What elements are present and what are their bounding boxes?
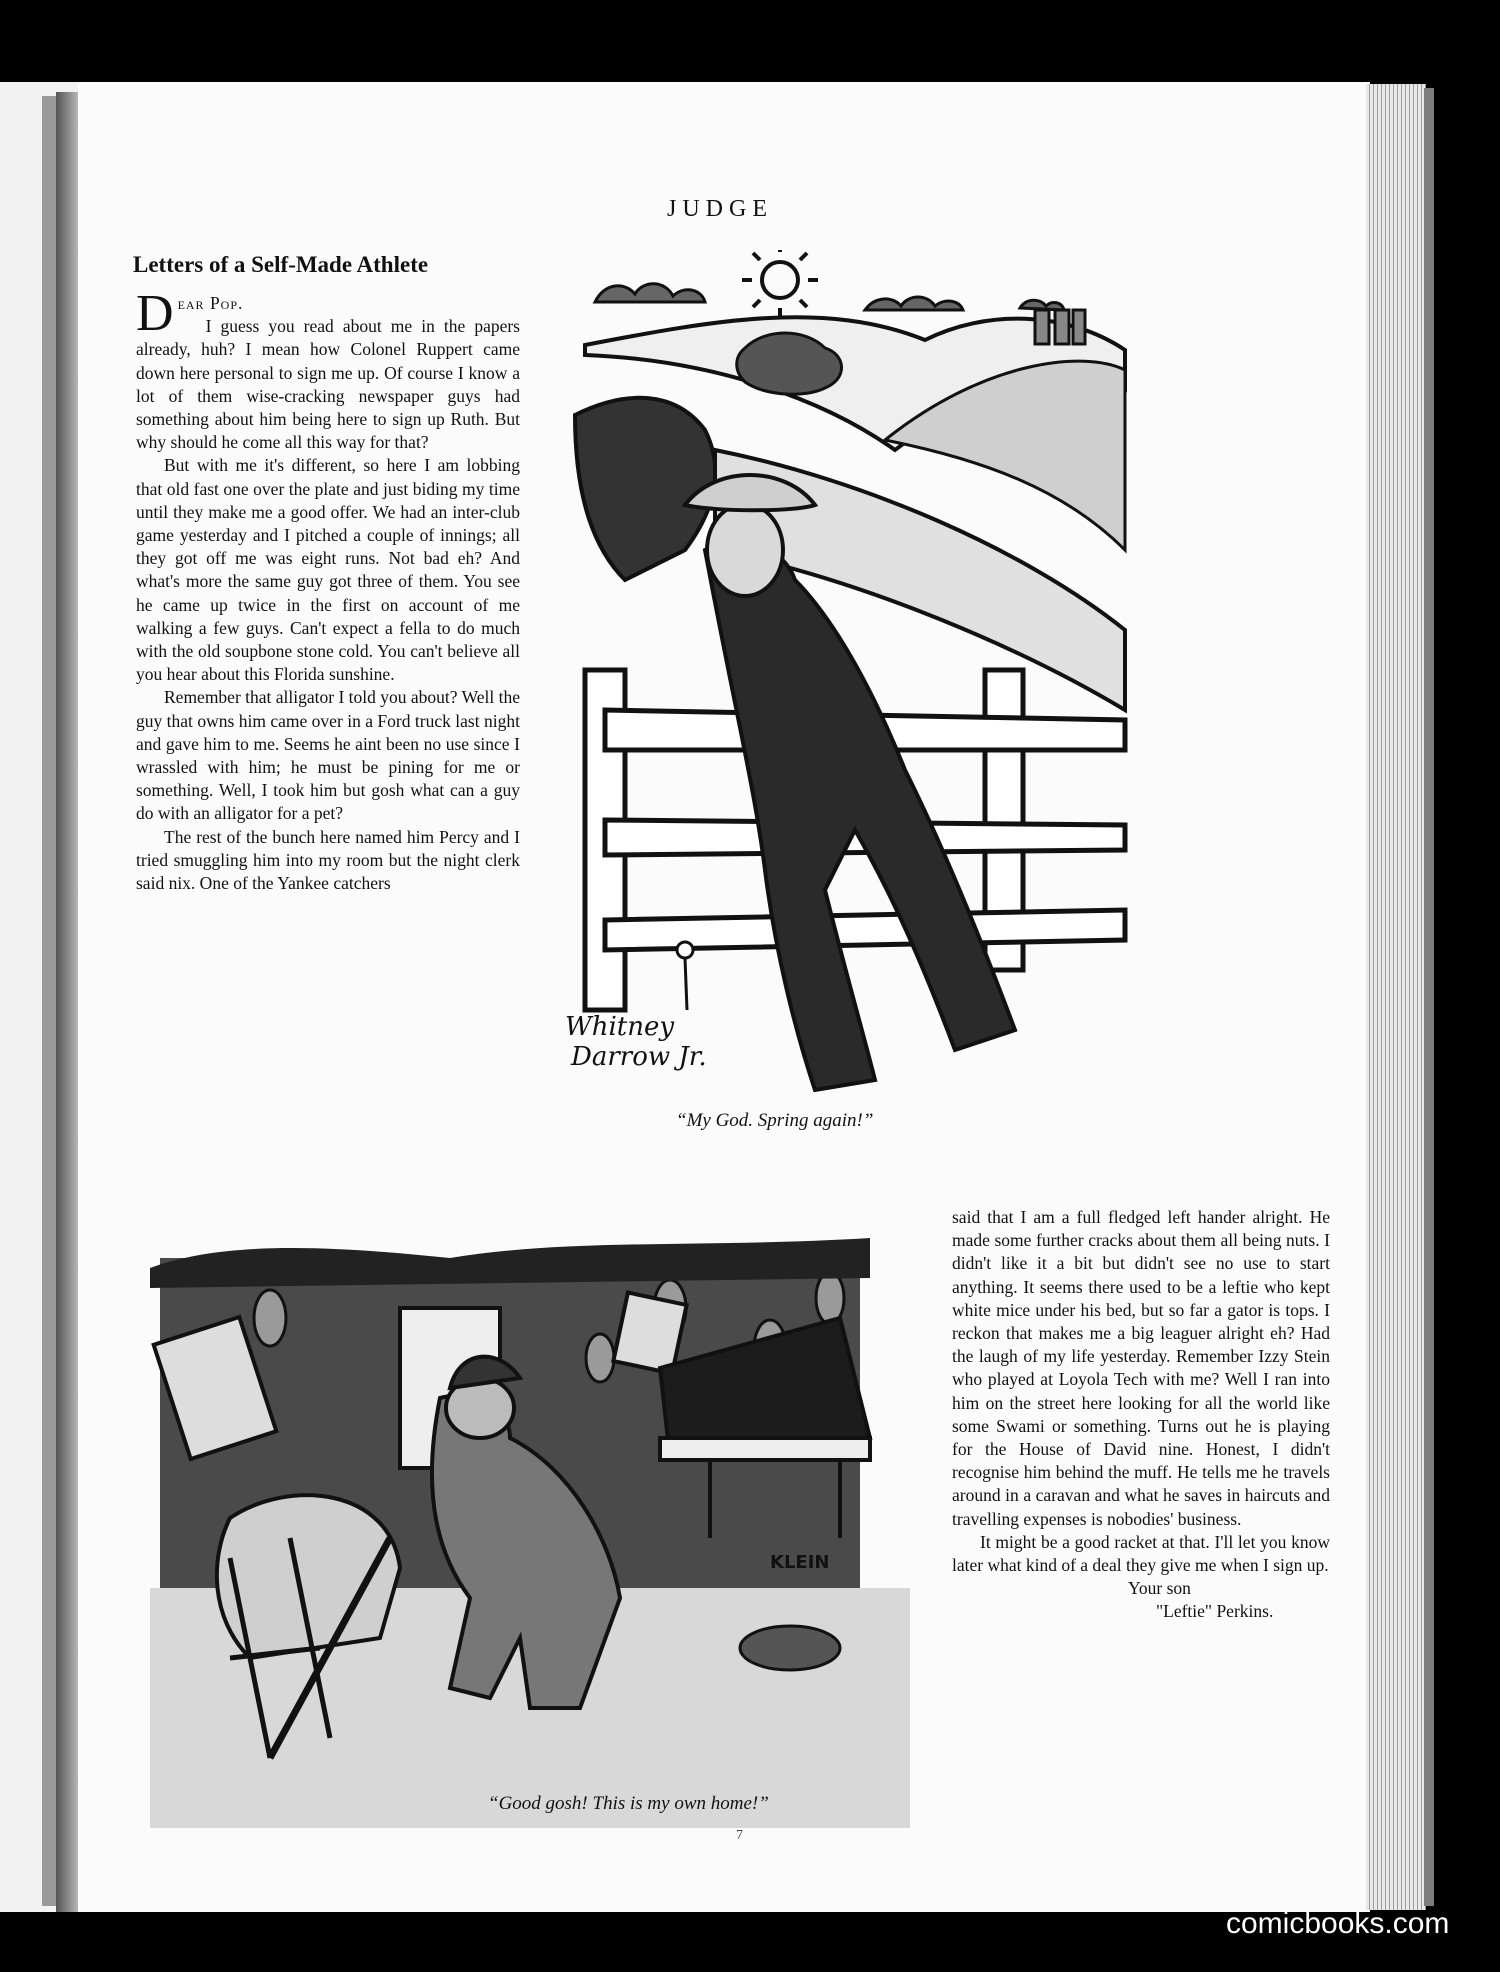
artist-signature: KLEIN [770,1552,830,1573]
drop-cap: D [136,285,174,342]
page-stack-edge-dark [1424,88,1434,1906]
site-watermark: comicbooks.com [1226,1907,1450,1940]
artist-signature: Darrow Jr. [571,1042,707,1072]
article-column-1 [136,285,520,895]
paragraph: Remember that alligator I told you about? Well the guy that owns him came over in a Ford truck last night and gave him to me. Seems he aint been no use since I wrassled with him; he must be pining for me or something. Well, I took him but gosh what can a guy do with an alligator for a pet? [136,687,520,824]
artist-signature: Whitney [565,1012,675,1042]
facing-page-edge [42,96,56,1906]
paragraph: The rest of the bunch here named him Percy and I tried smuggling him into my room but the night clerk said nix. One of the Yankee catchers [136,826,520,894]
farm-silo-icon [1035,310,1085,344]
salutation-text: ear Pop. [177,293,244,313]
cartoon-farmer-fence [565,250,1285,1130]
cartoon-caption-1: “My God. Spring again!” [676,1110,874,1131]
sun-icon [742,250,818,318]
article-column-2 [952,1206,1330,1624]
flower-icon [677,942,693,1010]
letter-closing: Your son [1128,1578,1191,1599]
page-stack-edge [1366,84,1426,1910]
salutation [136,285,520,342]
paragraph: I guess you read about me in the papers already, huh? I mean how Colonel Ruppert came down here personal to sign me up. Of course I know a lot of them wise-cracking newspaper guys had something about him being here to sign up Ruth. But why should he come all this way for that? [136,316,520,453]
horse-silhouette [575,398,715,580]
debris [740,1626,840,1670]
page-number: 7 [736,1828,743,1843]
paragraph: But with me it's different, so here I am lobbing that old fast one over the plate and just biding my time until they make me a good offer. We had an inter-club game yesterday and I pitched a couple of innings; all they got off me was eight runs. Not bad eh? And what's more the same guy got three of them. You see he came up twice in the first on account of me walking a few guys. Can't expect a fella to do much with the old soupbone stone cold. You can't believe all you hear about this Florida sunshine. [136,455,520,685]
paragraph: said that I am a full fledged left hander alright. He made some further cracks about them all being nuts. I didn't like it a bit but didn't see no use to start anything. It seems there used to be a leftie who kept white mice under his bed, but so far a gator is tops. I reckon that makes me a big leaguer alright eh? Had the laugh of my life yesterday. Remember Izzy Stein who played at Loyola Tech with me? Well I ran into him on the street here looking for all the world like some Swami or something. Turns out he is playing for the House of David nine. Honest, I didn't recognise him behind the muff. He tells me he travels around in a caravan and what he saves in haircuts and travelling expenses is nobodies' business. [952,1207,1330,1529]
article-title: Letters of a Self-Made Athlete [133,252,429,277]
paragraph: It might be a good racket at that. I'll let you know later what kind of a deal they give me when I sign up. [952,1531,1330,1576]
cartoon-caption-2: “Good gosh! This is my own home!” [488,1793,769,1814]
letter-signature: "Leftie" Perkins. [1156,1601,1274,1622]
cloud-icon [595,284,1064,310]
masthead: JUDGE [667,196,773,222]
cartoon-fireman-home [150,1238,930,1828]
